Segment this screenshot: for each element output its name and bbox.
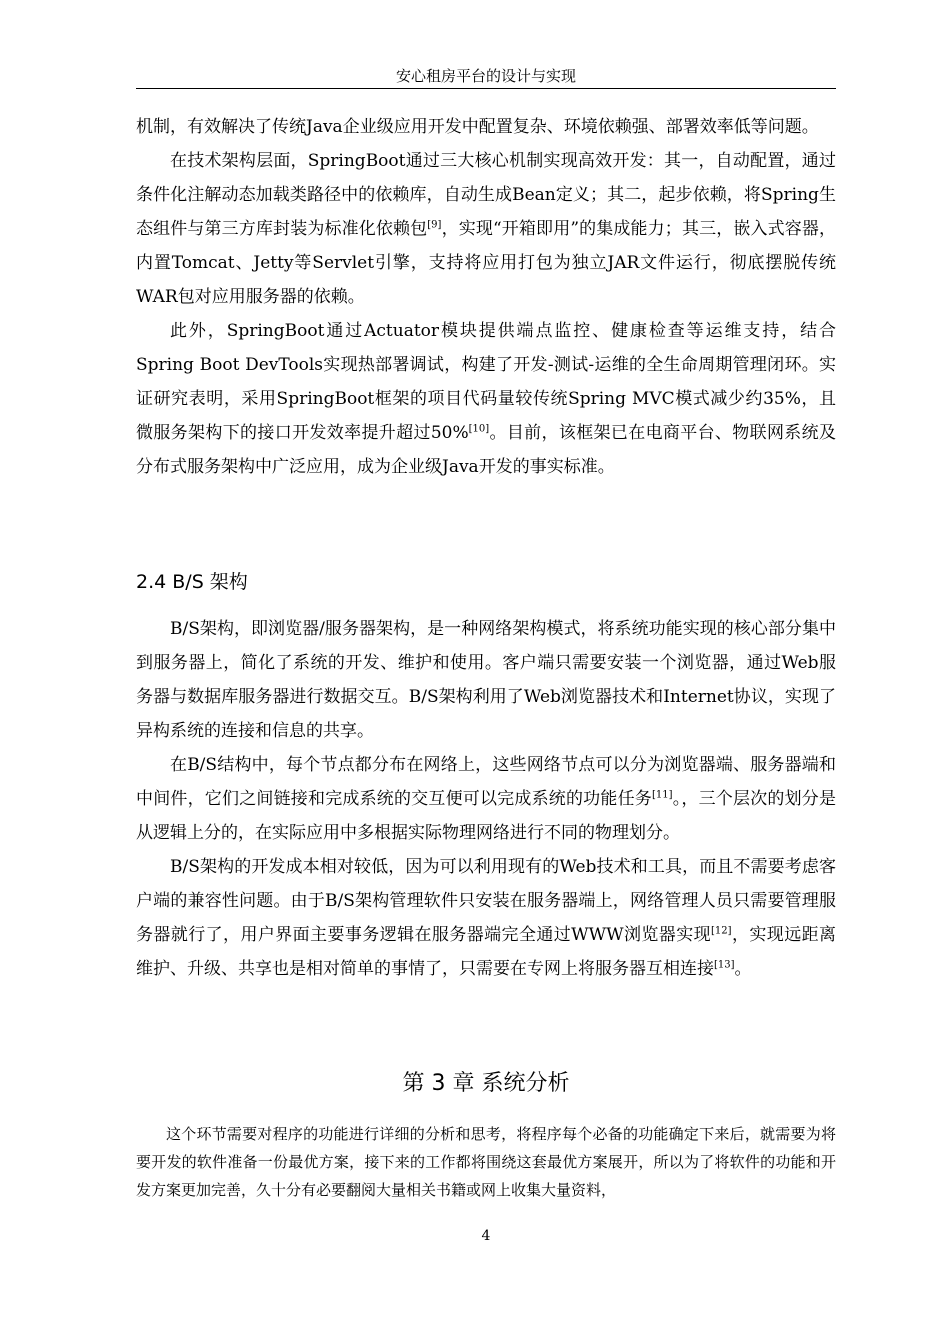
paragraph-text: ，实现远距离维护、升级、共享也是相对简单的事情了，只需要在专网上将服务器互相连接	[136, 925, 837, 979]
section-text	[136, 612, 836, 986]
section-heading: 2.4 B/S 架构	[136, 571, 248, 593]
running-header: 安心租房平台的设计与实现	[136, 66, 836, 89]
paragraph-text: 。，三个层次的划分是从逻辑上分的，在实际应用中多根据实际物理网络进行不同的物理划分。	[136, 789, 837, 843]
continued-section-text	[136, 110, 836, 484]
paragraph	[136, 314, 836, 484]
paragraph-text: 在技术架构层面，SpringBoot通过三大核心机制实现高效开发：其一，自动配置，通过条件化注解动态加载类路径中的依赖库，自动生成Bean定义；其二，起步依赖，将Spring生态组件与第三方库封装为标准化依赖包	[136, 151, 836, 239]
chapter-intro-text	[136, 1120, 836, 1204]
citation: [11]	[651, 789, 673, 801]
paragraph: 机制，有效解决了传统Java企业级应用开发中配置复杂、环境依赖强、部署效率低等问题。	[136, 117, 819, 137]
paragraph-text: 。	[734, 959, 752, 979]
citation: [12]	[711, 925, 732, 937]
paragraph-text: ，实现“开箱即用”的集成能力；其三，嵌入式容器，内置Tomcat、Jetty等Servlet引擎，支持将应用打包为独立JAR文件运行，彻底摆脱传统WAR包对应用服务器的依赖。	[136, 219, 837, 307]
page-number: 4	[481, 1228, 491, 1244]
paragraph-text: B/S架构的开发成本相对较低，因为可以利用现有的Web技术和工具，而且不需要考虑客户端的兼容性问题。由于B/S架构管理软件只安装在服务器端上，网络管理人员只需要管理服务器就行了，用户界面主要事务逻辑在服务器端完全通过WWW浏览器实现	[136, 857, 836, 945]
citation: [9]	[427, 219, 442, 231]
citation: [13]	[714, 959, 735, 971]
paragraph-text: 。目前，该框架已在电商平台、物联网系统及分布式服务架构中广泛应用，成为企业级Java开发的事实标准。	[136, 423, 836, 477]
paragraph-text: 在B/S结构中，每个节点都分布在网络上，这些网络节点可以分为浏览器端、服务器端和中间件，它们之间链接和完成系统的交互便可以完成系统的功能任务	[136, 755, 836, 809]
paragraph: 这个环节需要对程序的功能进行详细的分析和思考，将程序每个必备的功能确定下来后，就需要为将要开发的软件准备一份最优方案，接下来的工作都将围绕这套最优方案展开，所以为了将软件的功能和开发方案更加完善，久十分有必要翻阅大量相关书籍或网上收集大量资料，	[136, 1125, 836, 1199]
paragraph-text: 此外，SpringBoot通过Actuator模块提供端点监控、健康检查等运维支持，结合Spring Boot DevTools实现热部署调试，构建了开发-测试-运维的全生命周期管理闭环。实证研究表明，采用SpringBoot框架的项目代码量较传统Spring MVC模式减少约35%，且微服务架构下的接口开发效率提升超过50%	[136, 321, 836, 443]
chapter-title: 第 3 章 系统分析	[402, 1071, 570, 1096]
citation: [10]	[468, 423, 490, 435]
paragraph: B/S架构，即浏览器/服务器架构，是一种网络架构模式，将系统功能实现的核心部分集中到服务器上，简化了系统的开发、维护和使用。客户端只需要安装一个浏览器，通过Web服务器与数据库服务器进行数据交互。B/S架构利用了Web浏览器技术和Internet协议，实现了异构系统的连接和信息的共享。	[136, 619, 836, 741]
paragraph	[136, 144, 836, 314]
paragraph	[136, 850, 836, 986]
paragraph	[136, 748, 836, 850]
